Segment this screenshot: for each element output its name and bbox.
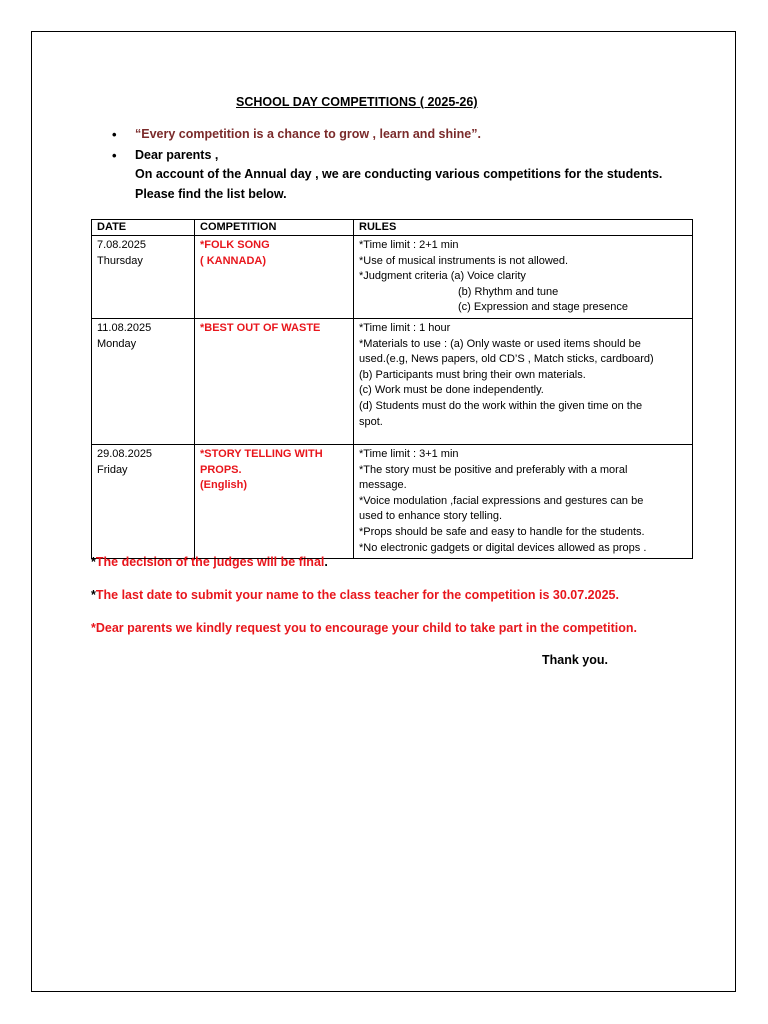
competition-table (91, 219, 693, 559)
rule-line: used.(e.g, News papers, old CD’S , Match sticks, cardboard) (359, 353, 654, 366)
rule-line: *No electronic gadgets or digital devices allowed as props . (359, 541, 647, 554)
bullet-icon: • (112, 127, 117, 142)
table-row (92, 318, 693, 444)
date-value: 7.08.2025 (97, 239, 146, 251)
note-last-date (91, 588, 619, 602)
competition-name: *STORY TELLING WITH (200, 447, 323, 460)
rule-line: *Time limit : 1 hour (359, 321, 451, 334)
day-value: Thursday (97, 254, 143, 267)
rule-line: (b) Participants must bring their own materials. (359, 368, 586, 381)
competition-cell (195, 236, 354, 319)
table-header-row (92, 220, 693, 236)
date-cell (92, 318, 195, 444)
table-row (92, 236, 693, 319)
note-encourage (91, 621, 637, 635)
rule-line: *Time limit : 2+1 min (359, 239, 459, 251)
rule-line: *Use of musical instruments is not allowed. (359, 254, 569, 267)
day-value: Friday (97, 463, 128, 476)
rule-line: *Time limit : 3+1 min (359, 447, 459, 460)
note-judges-decision (91, 555, 328, 569)
rule-line: message. (359, 479, 407, 492)
note-text: The decision of the judges will be final (95, 555, 325, 569)
date-value: 11.08.2025 (97, 321, 152, 334)
rules-cell (354, 444, 693, 558)
rule-line: *Voice modulation ,facial expressions and gestures can be (359, 494, 644, 507)
intro-line-1: On account of the Annual day , we are conducting various competitions for the students. (135, 167, 663, 181)
rule-line: (d) Students must do the work within the given time on the (359, 399, 643, 412)
competition-cell (195, 444, 354, 558)
closing-thanks: Thank you. (542, 653, 608, 667)
motto-quote: “Every competition is a chance to grow , learn and shine”. (135, 127, 481, 141)
note-text: The last date to submit your name to the class teacher for the competition is 30.07.2025. (95, 588, 619, 602)
date-value: 29.08.2025 (97, 447, 153, 460)
note-star: * (91, 588, 96, 602)
intro-line-2: Please find the list below. (135, 187, 287, 201)
note-period: . (324, 555, 328, 569)
competition-name: ( KANNADA) (200, 254, 266, 267)
competition-name: (English) (200, 479, 248, 492)
note-text: Dear parents we kindly request you to encourage your child to take part in the competition. (95, 621, 637, 635)
rule-line: *Props should be safe and easy to handle for the students. (359, 525, 645, 538)
competition-cell (195, 318, 354, 444)
rule-line: (b) Rhythm and tune (458, 285, 559, 298)
competition-name: *FOLK SONG (200, 239, 270, 251)
rules-cell (354, 236, 693, 319)
note-star: * (91, 621, 96, 635)
rule-line: *The story must be positive and preferably with a moral (359, 463, 628, 476)
rules-cell (354, 318, 693, 444)
document-title: SCHOOL DAY COMPETITIONS ( 2025-26) (236, 95, 478, 109)
rule-line: used to enhance story telling. (359, 510, 503, 523)
rule-line: *Judgment criteria (a) Voice clarity (359, 270, 526, 283)
rule-line: *Materials to use : (a) Only waste or used items should be (359, 337, 641, 350)
header-rules: RULES (354, 220, 693, 236)
rule-line: (c) Work must be done independently. (359, 384, 544, 397)
table-row (92, 444, 693, 558)
competition-name: PROPS. (200, 463, 242, 476)
competition-name: *BEST OUT OF WASTE (200, 321, 321, 334)
header-date: DATE (92, 220, 195, 236)
day-value: Monday (97, 337, 137, 350)
note-star: * (91, 555, 96, 569)
bullet-icon: • (112, 148, 117, 163)
rule-line: (c) Expression and stage presence (458, 301, 628, 314)
header-competition: COMPETITION (195, 220, 354, 236)
rule-line: spot. (359, 415, 383, 428)
date-cell (92, 236, 195, 319)
date-cell (92, 444, 195, 558)
greeting: Dear parents , (135, 148, 219, 162)
